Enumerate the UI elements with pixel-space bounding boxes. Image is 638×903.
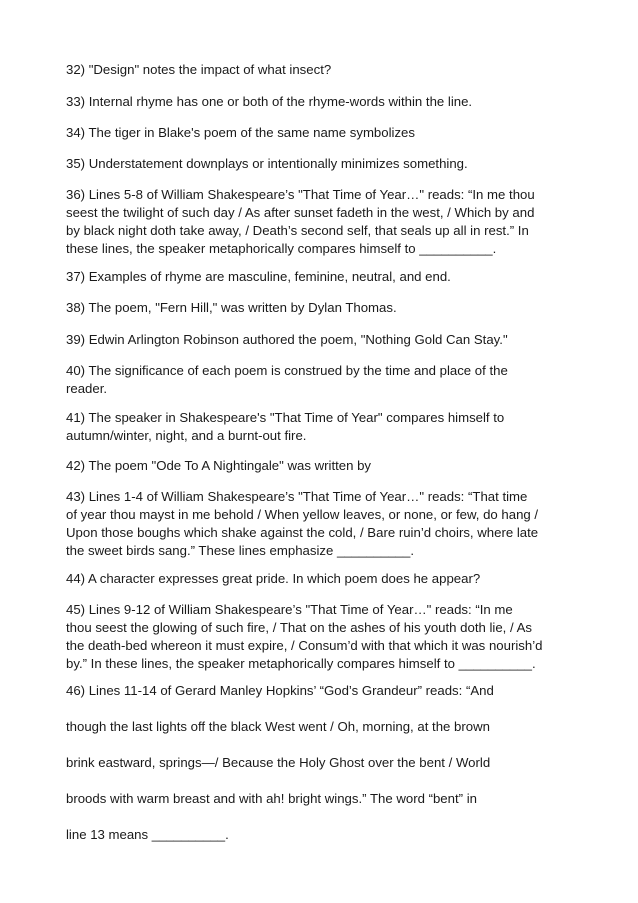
- question-34: 34) The tiger in Blake's poem of the same name symbolizes: [66, 125, 415, 140]
- worksheet-page: [66, 0, 586, 903]
- question-38: 38) The poem, "Fern Hill," was written by Dylan Thomas.: [66, 300, 397, 315]
- question-44: 44) A character expresses great pride. In which poem does he appear?: [66, 571, 481, 586]
- question-32: 32) "Design" notes the impact of what insect?: [66, 62, 332, 77]
- question-33: 33) Internal rhyme has one or both of the rhyme-words within the line.: [66, 94, 473, 109]
- question-43: 43) Lines 1-4 of William Shakespeare’s "That Time of Year…" reads: “That time of year thou mayst in me behold / When yellow leaves, or none, or few, do hang / Upon those boughs which shake against the cold, / Bare ruin’d choirs, where late the sweet birds sang.” These lines emphasize __________.: [66, 489, 539, 558]
- question-40: 40) The significance of each poem is construed by the time and place of the reader.: [66, 363, 508, 396]
- question-35: 35) Understatement downplays or intentionally minimizes something.: [66, 156, 468, 171]
- question-41: 41) The speaker in Shakespeare's "That Time of Year" compares himself to autumn/winter, night, and a burnt-out fire.: [66, 410, 505, 443]
- question-46: 46) Lines 11-14 of Gerard Manley Hopkins’ “God’s Grandeur” reads: “And though the last lights off the black West went / Oh, morning, at the brown brink eastward, springs—/ Because the Holy Ghost over the bent / World broods with warm breast and with ah! bright wings.” The word “bent” in line 13 means __________.: [66, 683, 494, 842]
- question-45: 45) Lines 9-12 of William Shakespeare’s "That Time of Year…" reads: “In me thou seest the glowing of such fire, / That on the ashes of his youth doth lie, / As the death-bed whereon it must expire, / Consum’d with that which it was nourish’d by.” In these lines, the speaker metaphorically compares himself to __________.: [66, 602, 543, 671]
- question-36: 36) Lines 5-8 of William Shakespeare’s "That Time of Year…" reads: “In me thou seest the twilight of such day / As after sunset fadeth in the west, / Which by and by black night doth take away, / Death’s second self, that seals up all in rest.” In these lines, the speaker metaphorically compares himself to __________.: [66, 187, 535, 256]
- question-37: 37) Examples of rhyme are masculine, feminine, neutral, and end.: [66, 269, 451, 284]
- question-42: 42) The poem "Ode To A Nightingale" was written by: [66, 458, 372, 473]
- question-39: 39) Edwin Arlington Robinson authored the poem, "Nothing Gold Can Stay.": [66, 332, 508, 347]
